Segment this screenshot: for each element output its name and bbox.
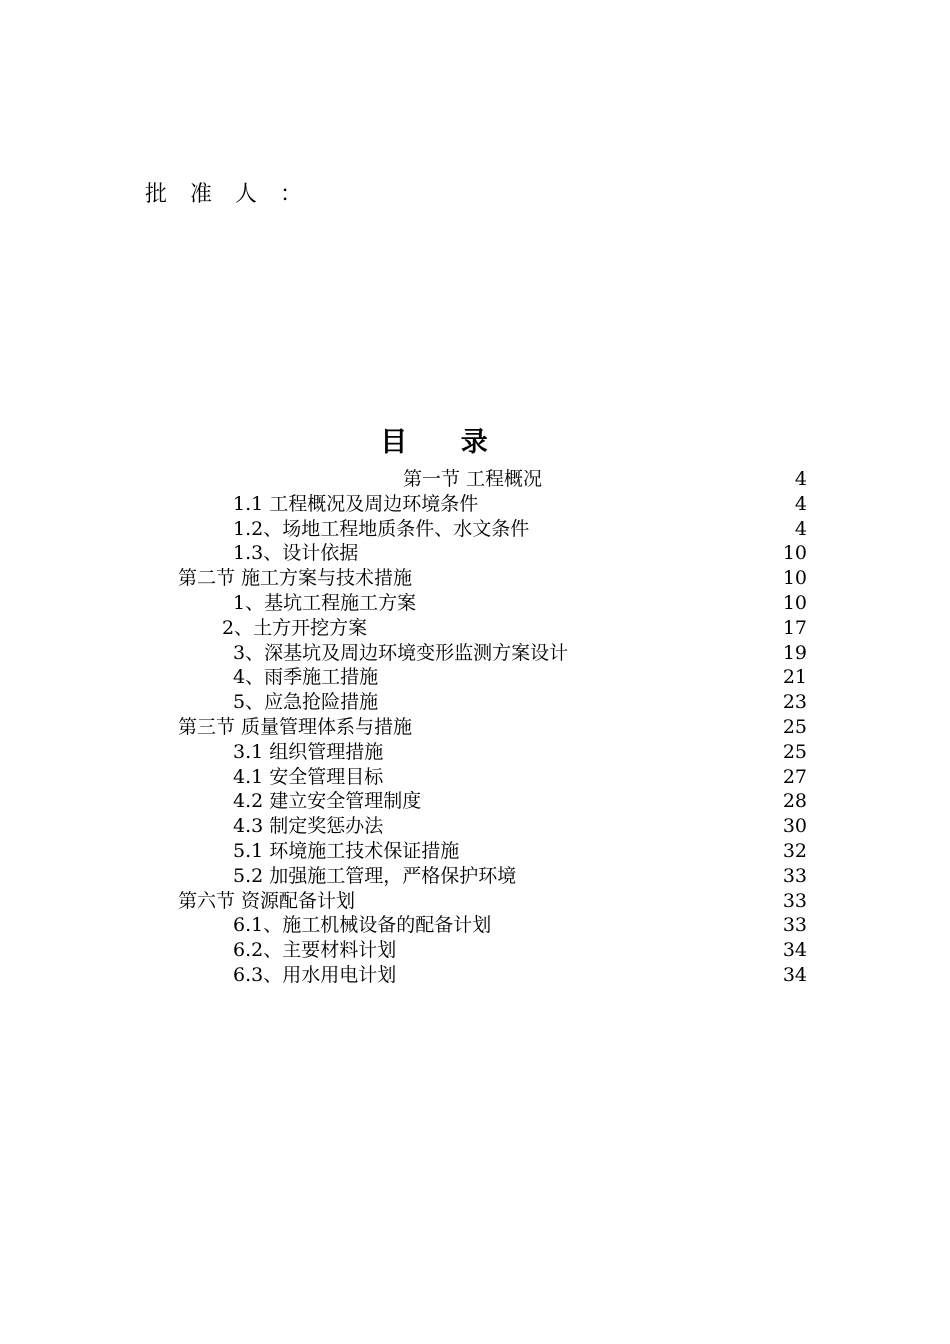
- toc-entry-title: 第六节 资源配备计划: [178, 889, 356, 912]
- toc-entry-title: 1.2、场地工程地质条件、水文条件: [233, 517, 530, 540]
- toc-entry[interactable]: [0, 616, 950, 641]
- toc-entry-page-number: 10: [782, 591, 807, 614]
- toc-entry[interactable]: [0, 492, 950, 517]
- toc-entry-title: 4.3 制定奖惩办法: [233, 815, 384, 838]
- toc-entry-page-number: 17: [782, 616, 807, 639]
- toc-entry-title: 3.1 组织管理措施: [233, 740, 384, 763]
- toc-entry-page-number: 34: [782, 939, 807, 962]
- toc-entry-title: 第二节 施工方案与技术措施: [178, 567, 413, 590]
- toc-entry[interactable]: [0, 467, 950, 492]
- toc-entry-title: 4.1 安全管理目标: [233, 765, 384, 788]
- toc-entry-page-number: 27: [782, 765, 807, 788]
- toc-entry-title: 4、雨季施工措施: [233, 666, 379, 689]
- toc-entry-page-number: 10: [782, 542, 807, 565]
- toc-entry-title: 6.3、用水用电计划: [233, 963, 397, 986]
- toc-entry[interactable]: [0, 765, 950, 790]
- toc-entry-title: 1.1 工程概况及周边环境条件: [233, 492, 479, 515]
- toc-entry[interactable]: [0, 591, 950, 616]
- toc-entry[interactable]: [0, 864, 950, 889]
- toc-entry[interactable]: [0, 566, 950, 591]
- toc-entry-page-number: 10: [782, 567, 807, 590]
- toc-entry-page-number: 34: [782, 963, 807, 986]
- toc-entry-title: 4.2 建立安全管理制度: [233, 790, 422, 813]
- toc-entry-page-number: 25: [782, 715, 807, 738]
- toc-entry-title: 6.1、施工机械设备的配备计划: [233, 914, 492, 937]
- toc-entry-title: 6.2、主要材料计划: [233, 939, 397, 962]
- toc-entry-page-number: 25: [782, 740, 807, 763]
- toc-entry-page-number: 4: [794, 492, 807, 515]
- toc-entry-page-number: 33: [782, 889, 807, 912]
- toc-entry-page-number: 33: [782, 914, 807, 937]
- toc-entry-page-number: 32: [782, 839, 807, 862]
- toc-title: 目 录: [380, 427, 510, 458]
- toc-entry-page-number: 33: [782, 864, 807, 887]
- toc-entry[interactable]: [0, 839, 950, 864]
- toc-entry[interactable]: [0, 814, 950, 839]
- toc-entry-page-number: 23: [782, 691, 807, 714]
- toc-entry-page-number: 30: [782, 815, 807, 838]
- toc-entry-title: 2、土方开挖方案: [222, 616, 368, 639]
- toc-entry[interactable]: [0, 889, 950, 914]
- toc-entry-title: 3、深基坑及周边环境变形监测方案设计: [233, 641, 569, 664]
- toc-entry[interactable]: [0, 740, 950, 765]
- toc-entry[interactable]: [0, 690, 950, 715]
- toc-entry[interactable]: [0, 517, 950, 542]
- toc-entry-page-number: 21: [782, 666, 807, 689]
- toc-entry-title: 5.2 加强施工管理，严格保护环境: [233, 864, 517, 887]
- toc-entry[interactable]: [0, 665, 950, 690]
- toc-entry-title: 1.3、设计依据: [233, 542, 359, 565]
- toc-entry[interactable]: [0, 963, 950, 988]
- toc-entry-title: 第一节 工程概况: [403, 468, 543, 490]
- toc-entry-page-number: 28: [782, 790, 807, 813]
- toc-entry-page-number: 4: [794, 517, 807, 540]
- toc-entry[interactable]: [0, 715, 950, 740]
- toc-entry[interactable]: [0, 541, 950, 566]
- toc-entry-title: 1、基坑工程施工方案: [233, 591, 417, 614]
- toc-entry[interactable]: [0, 641, 950, 666]
- toc-entry[interactable]: [0, 789, 950, 814]
- table-of-contents: [0, 467, 950, 988]
- approver-label: 批 准 人 ：: [145, 182, 310, 207]
- toc-entry-title: 5、应急抢险措施: [233, 691, 379, 714]
- toc-entry-page-number: 19: [782, 641, 807, 664]
- toc-entry-title: 5.1 环境施工技术保证措施: [233, 839, 460, 862]
- toc-entry-page-number: 4: [794, 468, 807, 490]
- toc-entry-title: 第三节 质量管理体系与措施: [178, 715, 413, 738]
- toc-entry[interactable]: [0, 938, 950, 963]
- toc-entry[interactable]: [0, 913, 950, 938]
